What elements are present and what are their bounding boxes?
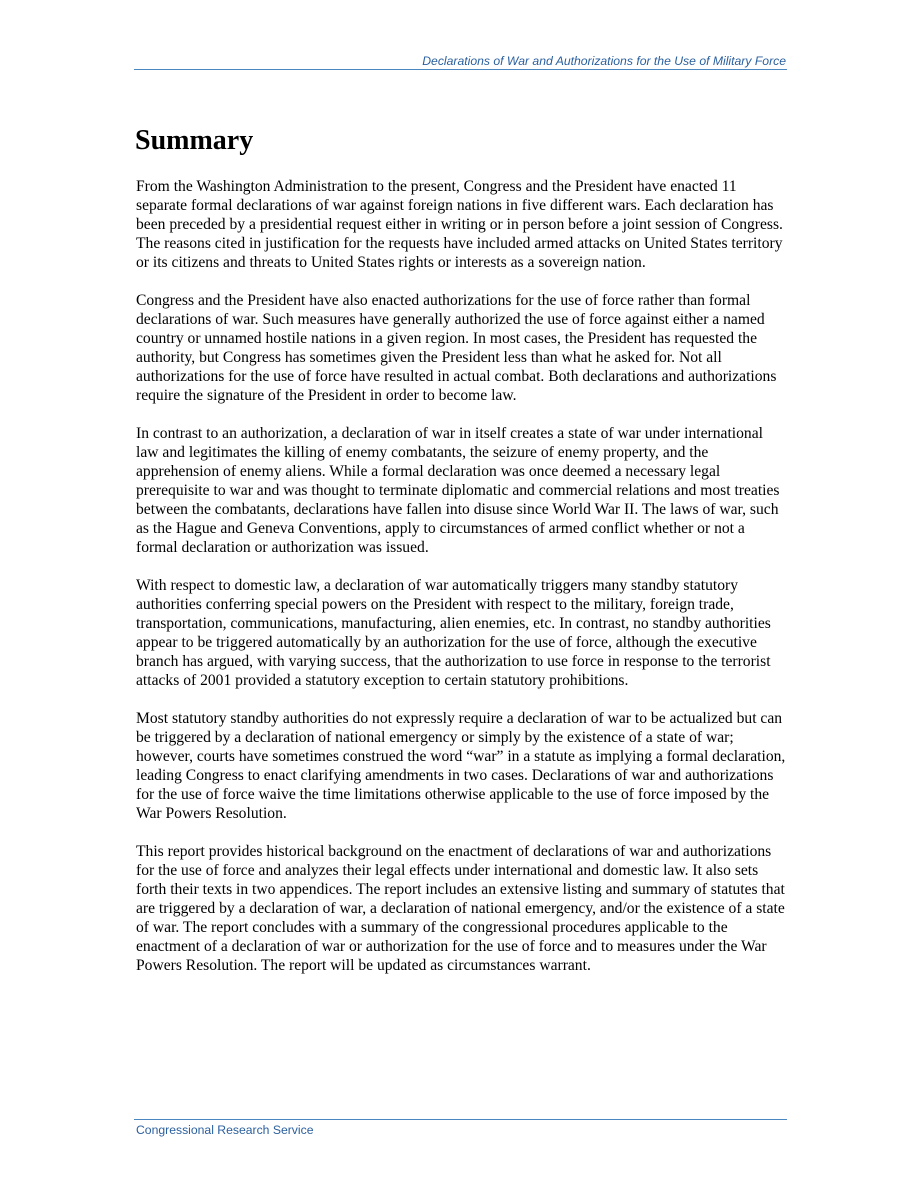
- running-header: Declarations of War and Authorizations for the Use of Military Force: [422, 54, 786, 68]
- header-divider: [134, 69, 787, 70]
- summary-body: [136, 177, 788, 994]
- paragraph: This report provides historical background on the enactment of declarations of war and authorizations for the use of force and analyzes their legal effects under international and domestic law. It also sets forth their texts in two appendices. The report includes an extensive listing and summary of statutes that are triggered by a declaration of war, a declaration of national emergency, and/or the existence of a state of war. The report concludes with a summary of the congressional procedures applicable to the enactment of a declaration of war or authorization for the use of force and to measures under the War Powers Resolution. The report will be updated as circumstances warrant.: [136, 843, 785, 974]
- paragraph: From the Washington Administration to the present, Congress and the President have enacted 11 separate formal declarations of war against foreign nations in five different wars. Each declaration has been preceded by a presidential request either in writing or in person before a joint session of Congress. The reasons cited in justification for the requests have included armed attacks on United States territory or its citizens and threats to United States rights or interests as a sovereign nation.: [136, 178, 783, 271]
- paragraph: Congress and the President have also enacted authorizations for the use of force rather than formal declarations of war. Such measures have generally authorized the use of force against either a named country or unnamed hostile nations in a given region. In most cases, the President has requested the authority, but Congress has sometimes given the President less than what he asked for. Not all authorizations for the use of force have resulted in actual combat. Both declarations and authorizations require the signature of the President in order to become law.: [136, 292, 777, 404]
- page-title: Summary: [135, 125, 254, 156]
- paragraph: With respect to domestic law, a declaration of war automatically triggers many standby statutory authorities conferring special powers on the President with respect to the military, foreign trade, transportation, communications, manufacturing, alien enemies, etc. In contrast, no standby authorities appear to be triggered automatically by an authorization for the use of force, although the executive branch has argued, with varying success, that the authorization to use force in response to the terrorist attacks of 2001 provided a statutory exception to certain statutory prohibitions.: [136, 577, 771, 689]
- paragraph: Most statutory standby authorities do not expressly require a declaration of war to be actualized but can be triggered by a declaration of national emergency or simply by the existence of a state of war; however, courts have sometimes construed the word “war” in a statute as implying a formal declaration, leading Congress to enact clarifying amendments in two cases. Declarations of war and authorizations for the use of force waive the time limitations otherwise applicable to the use of force imposed by the War Powers Resolution.: [136, 710, 786, 822]
- paragraph: In contrast to an authorization, a declaration of war in itself creates a state of war under international law and legitimates the killing of enemy combatants, the seizure of enemy property, and the apprehension of enemy aliens. While a formal declaration was once deemed a necessary legal prerequisite to war and was thought to terminate diplomatic and commercial relations and most treaties between the combatants, declarations have fallen into disuse since World War II. The laws of war, such as the Hague and Geneva Conventions, apply to circumstances of armed conflict whether or not a formal declaration or authorization was issued.: [136, 425, 780, 556]
- footer-publisher: Congressional Research Service: [136, 1123, 314, 1137]
- footer-divider: [134, 1119, 787, 1120]
